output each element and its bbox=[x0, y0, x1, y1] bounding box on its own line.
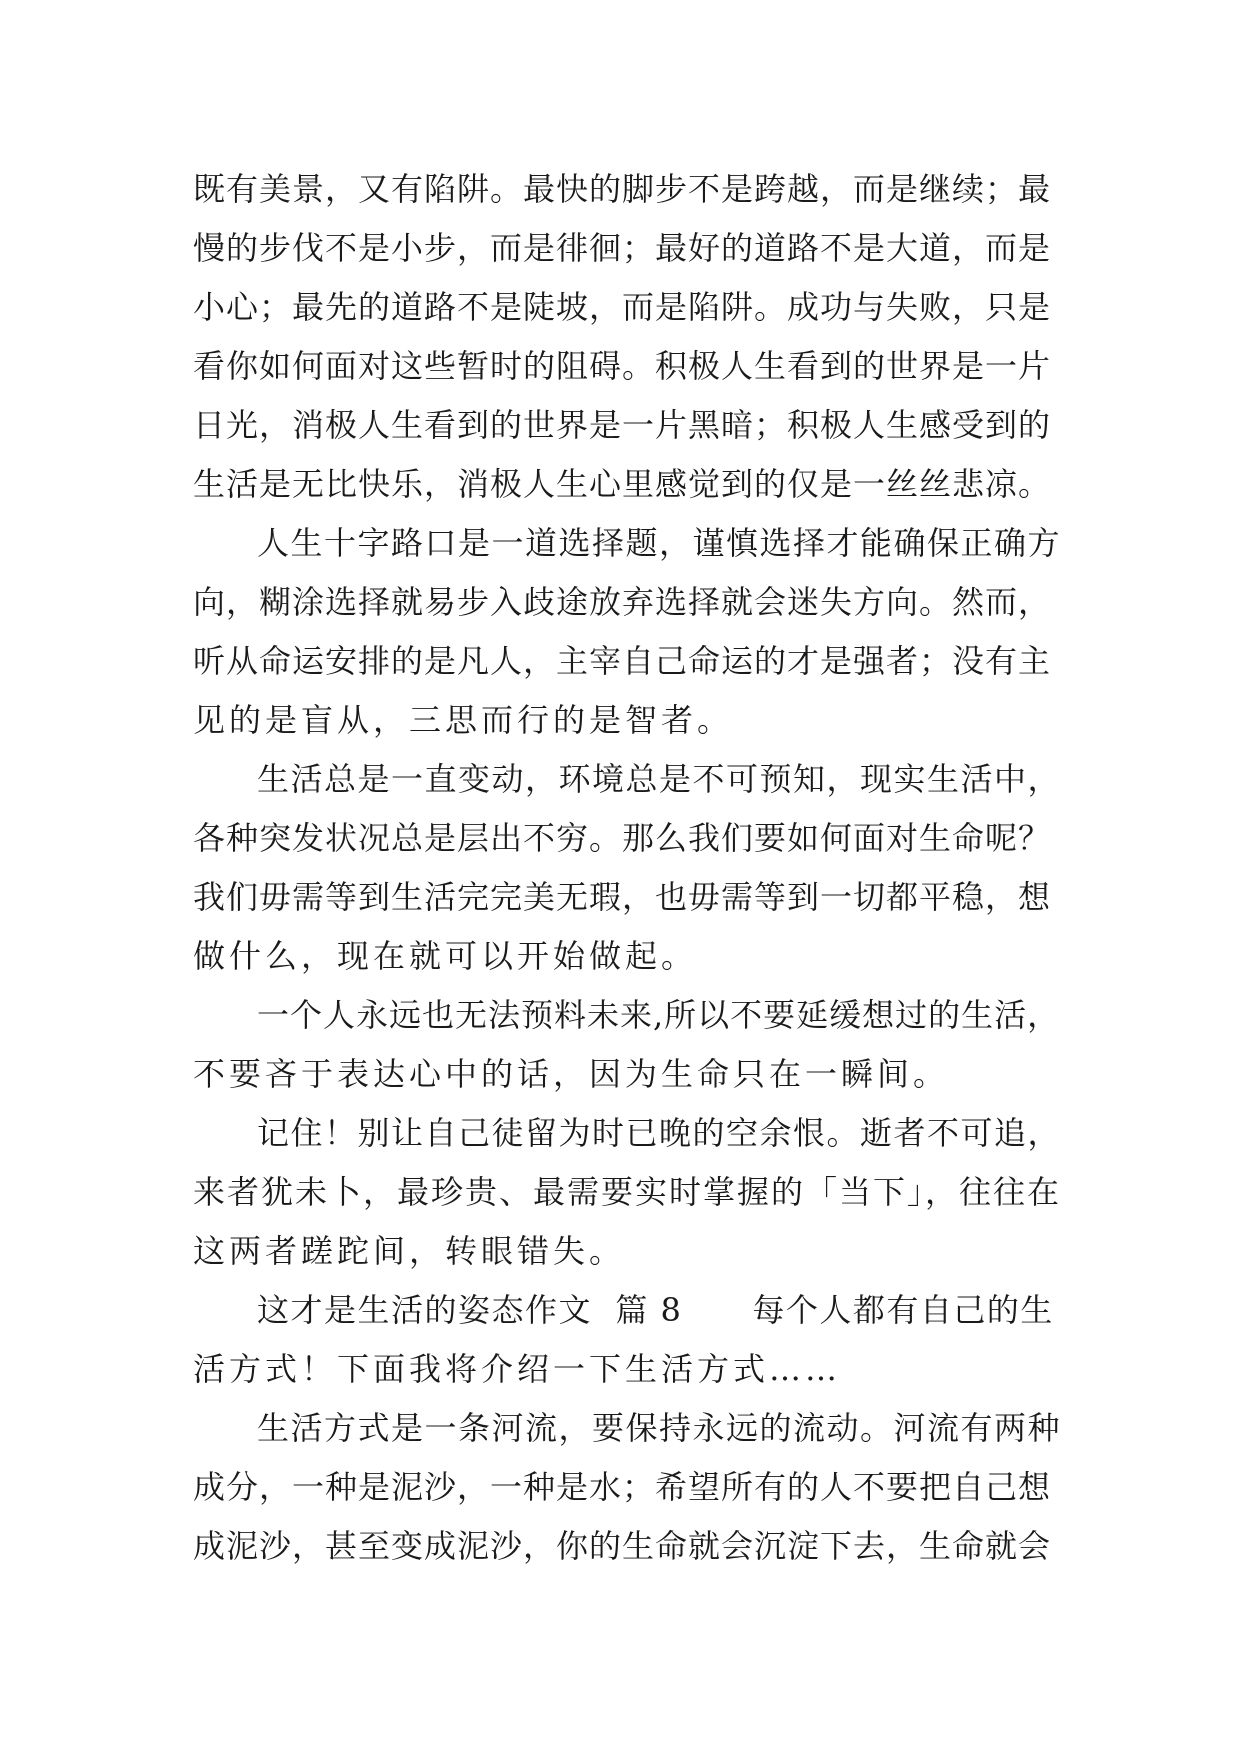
paragraph-first-line: 生活方式是一条河流，要保持永远的流动。河流有两种 bbox=[257, 1409, 1062, 1447]
paragraph-first-line: 记住！别让自己徒留为时已晚的空余恨。逝者不可追， bbox=[257, 1114, 1062, 1152]
text-line: 来者犹未卜，最珍贵、最需要实时掌握的「当下」，往往在 bbox=[193, 1173, 1062, 1211]
text-line: 做什么，现在就可以开始做起。 bbox=[193, 937, 698, 975]
text-line: 生活是无比快乐，消极人生心里感觉到的仅是一丝丝悲凉。 bbox=[193, 465, 1052, 503]
text-line: 活方式！下面我将介绍一下生活方式…… bbox=[193, 1350, 842, 1388]
text-line: 不要吝于表达心中的话，因为生命只在一瞬间。 bbox=[193, 1055, 950, 1093]
section-heading-line: 这才是生活的姿态作文 篇 8 每个人都有自己的生 bbox=[257, 1291, 1054, 1329]
document-body bbox=[193, 160, 1063, 1576]
text-line: 成泥沙，甚至变成泥沙，你的生命就会沉淀下去，生命就会 bbox=[193, 1527, 1052, 1565]
paragraph-first-line: 生活总是一直变动，环境总是不可预知，现实生活中， bbox=[257, 760, 1062, 798]
text-line: 向，糊涂选择就易步入歧途放弃选择就会迷失方向。然而， bbox=[193, 583, 1052, 621]
paragraph-first-line: 人生十字路口是一道选择题，谨慎选择才能确保正确方 bbox=[257, 524, 1062, 562]
text-line: 日光，消极人生看到的世界是一片黑暗；积极人生感受到的 bbox=[193, 406, 1052, 444]
paragraph-first-line: 一个人永远也无法预料未来,所以不要延缓想过的生活， bbox=[257, 996, 1061, 1034]
text-line: 见的是盲从，三思而行的是智者。 bbox=[193, 701, 734, 739]
text-line: 我们毋需等到生活完完美无瑕，也毋需等到一切都平稳，想 bbox=[193, 878, 1052, 916]
text-line: 看你如何面对这些暂时的阻碍。积极人生看到的世界是一片 bbox=[193, 347, 1052, 385]
text-line: 小心；最先的道路不是陡坡，而是陷阱。成功与失败，只是 bbox=[193, 288, 1052, 326]
text-line: 慢的步伐不是小步，而是徘徊；最好的道路不是大道，而是 bbox=[193, 229, 1052, 267]
text-line: 这两者蹉跎间，转眼错失。 bbox=[193, 1232, 626, 1270]
text-line: 成分，一种是泥沙，一种是水；希望所有的人不要把自己想 bbox=[193, 1468, 1052, 1506]
text-line: 听从命运安排的是凡人，主宰自己命运的才是强者；没有主 bbox=[193, 642, 1052, 680]
text-line: 既有美景，又有陷阱。最快的脚步不是跨越，而是继续；最 bbox=[193, 170, 1052, 208]
text-line: 各种突发状况总是层出不穷。那么我们要如何面对生命呢？ bbox=[193, 819, 1052, 857]
